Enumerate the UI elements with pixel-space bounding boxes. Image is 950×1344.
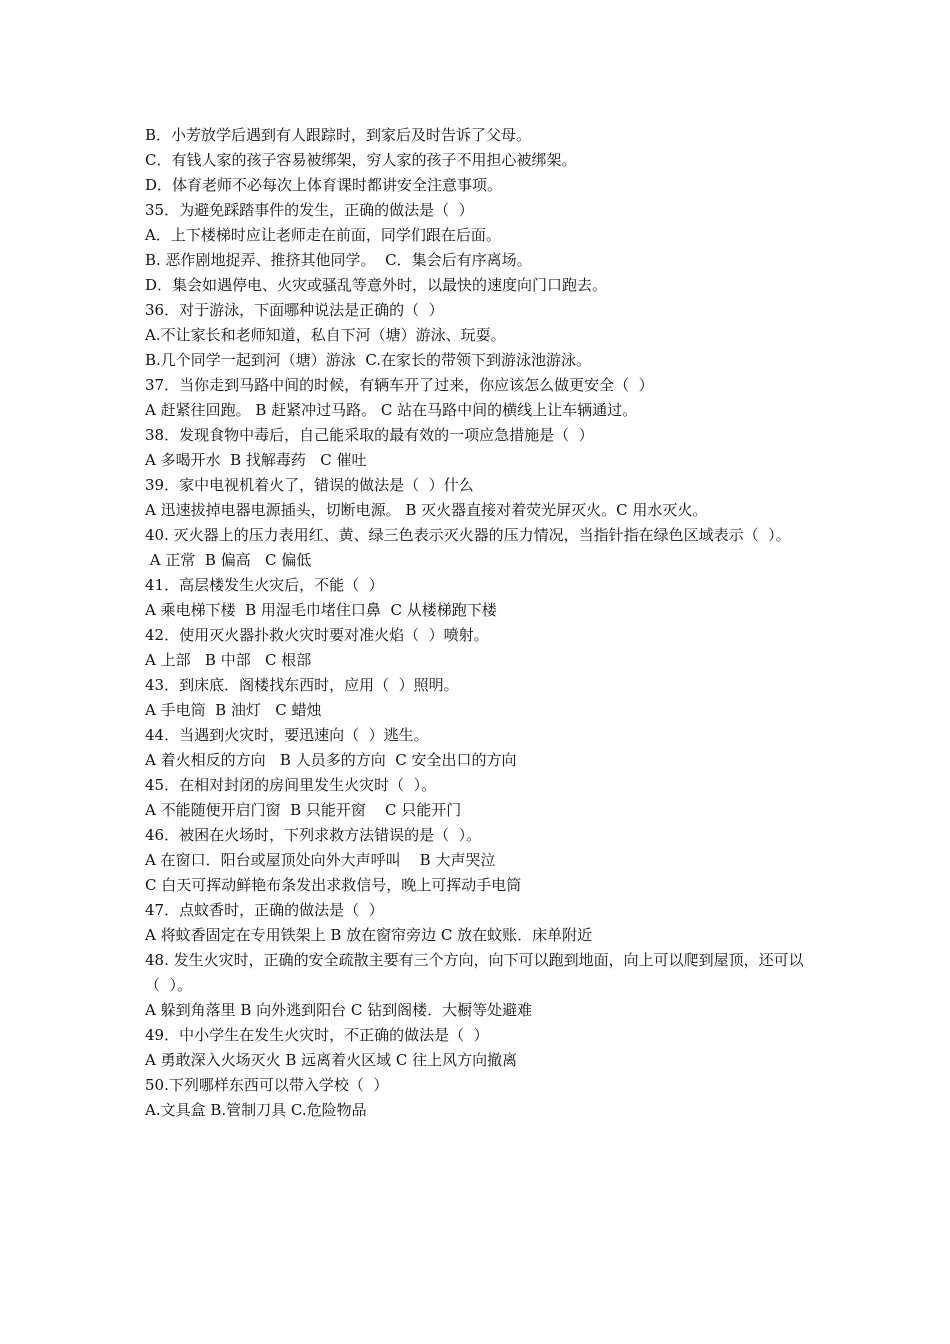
- question-49: 49．中小学生在发生火灾时，不正确的做法是（ ）: [145, 1026, 489, 1044]
- text-line: C 白天可挥动鲜艳布条发出求救信号，晚上可挥动手电筒: [145, 876, 522, 894]
- text-line: A 不能随便开启门窗 B 只能开窗 C 只能开门: [145, 801, 462, 819]
- question-48: 48. 发生火灾时，正确的安全疏散主要有三个方向，向下可以跑到地面，向上可以爬到屋顶，还可以（ ）。: [145, 951, 804, 994]
- text-line: D．体育老师不必每次上体育课时都讲安全注意事项。: [145, 176, 503, 194]
- text-line: B.几个同学一起到河（塘）游泳 C.在家长的带领下到游泳池游泳。: [145, 351, 592, 369]
- question-47: 47．点蚊香时，正确的做法是（ ）: [145, 901, 384, 919]
- text-line: A 上部 B 中部 C 根部: [145, 651, 312, 669]
- text-line: A 迅速拔掉电器电源插头，切断电源。 B 灭火器直接对着荧光屏灭火。C 用水灭火。: [145, 501, 708, 519]
- text-line: C．有钱人家的孩子容易被绑架，穷人家的孩子不用担心被绑架。: [145, 151, 577, 169]
- question-50: 50.下列哪样东西可以带入学校（ ）: [145, 1076, 389, 1094]
- question-43: 43．到床底．阁楼找东西时，应用（ ）照明。: [145, 676, 459, 694]
- question-46: 46．被困在火场时，下列求救方法错误的是（ ）。: [145, 826, 482, 844]
- text-line: A 躲到角落里 B 向外逃到阳台 C 钻到阁楼．大橱等处避难: [145, 1001, 533, 1019]
- text-line: A 在窗口．阳台或屋顶处向外大声呼叫 B 大声哭泣: [145, 851, 496, 869]
- text-line: A.文具盒 B.管制刀具 C.危险物品: [145, 1101, 367, 1119]
- question-40: 40. 灭火器上的压力表用红、黄、绿三色表示灭火器的压力情况，当指针指在绿色区域表示（ ）。: [145, 526, 791, 544]
- text-line: A 乘电梯下楼 B 用湿毛巾堵住口鼻 C 从楼梯跑下楼: [145, 601, 497, 619]
- question-38: 38．发现食物中毒后，自己能采取的最有效的一项应急措施是（ ）: [145, 426, 594, 444]
- document-body: [145, 123, 815, 1123]
- question-45: 45．在相对封闭的房间里发生火灾时（ ）。: [145, 776, 437, 794]
- question-39: 39．家中电视机着火了，错误的做法是（ ）什么: [145, 476, 474, 494]
- question-44: 44．当遇到火灾时，要迅速向（ ）逃生。: [145, 726, 429, 744]
- text-line: A 赶紧往回跑。 B 赶紧冲过马路。 C 站在马路中间的横线上让车辆通过。: [145, 401, 638, 419]
- text-line: D．集会如遇停电、火灾或骚乱等意外时，以最快的速度向门口跑去。: [145, 276, 608, 294]
- question-37: 37．当你走到马路中间的时候，有辆车开了过来，你应该怎么做更安全（ ）: [145, 376, 654, 394]
- text-line: A 手电筒 B 油灯 C 蜡烛: [145, 701, 322, 719]
- text-line: A 将蚊香固定在专用铁架上 B 放在窗帘旁边 C 放在蚊账．床单附近: [145, 926, 593, 944]
- question-42: 42．使用灭火器扑救火灾时要对准火焰（ ）喷射。: [145, 626, 489, 644]
- question-35: 35．为避免踩踏事件的发生，正确的做法是（ ）: [145, 201, 474, 219]
- text-line: B．小芳放学后遇到有人跟踪时，到家后及时告诉了父母。: [145, 126, 532, 144]
- question-41: 41．高层楼发生火灾后，不能（ ）: [145, 576, 384, 594]
- text-line: A 着火相反的方向 B 人员多的方向 C 安全出口的方向: [145, 751, 517, 769]
- text-line: A 勇敢深入火场灭火 B 远离着火区域 C 往上风方向撤离: [145, 1051, 518, 1069]
- question-36: 36．对于游泳，下面哪种说法是正确的（ ）: [145, 301, 444, 319]
- text-line: B. 恶作剧地捉弄、推挤其他同学。 C．集会后有序离场。: [145, 251, 532, 269]
- text-line: A.不让家长和老师知道，私自下河（塘）游泳、玩耍。: [145, 326, 506, 344]
- text-line: A．上下楼梯时应让老师走在前面，同学们跟在后面。: [145, 226, 501, 244]
- text-line: A 多喝开水 B 找解毒药 C 催吐: [145, 451, 367, 469]
- text-line: A 正常 B 偏高 C 偏低: [145, 551, 312, 569]
